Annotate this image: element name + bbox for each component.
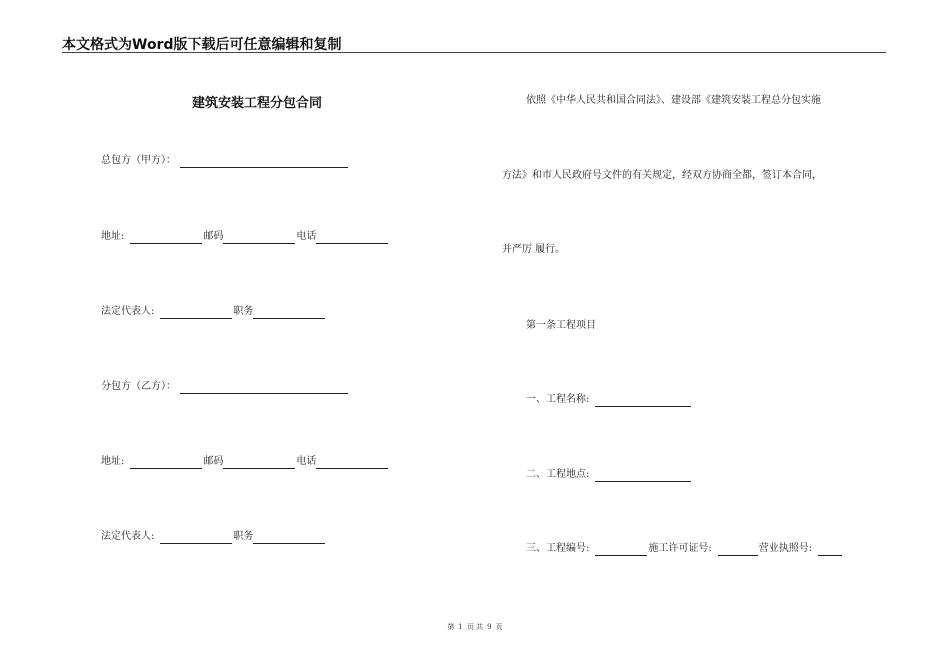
phone-blank-2: [316, 457, 388, 469]
legal-rep-field-1: [101, 305, 326, 319]
position-blank-2: [253, 532, 325, 544]
postcode-label-1: 邮码: [203, 231, 224, 242]
project-number-field: [526, 542, 843, 556]
construction-permit-label: 施工许可证号:: [648, 543, 712, 554]
position-label-2: 职务: [233, 531, 254, 542]
general-contractor-label: 总包方（甲方）：: [101, 155, 176, 166]
legal-rep-blank-1: [160, 307, 232, 319]
project-location-label: 二、工程地点:: [526, 469, 590, 480]
project-name-field: [526, 393, 692, 407]
project-number-blank: [595, 544, 647, 556]
page-footer: [0, 622, 950, 632]
legal-rep-field-2: [101, 530, 326, 544]
position-label-1: 职务: [233, 306, 254, 317]
phone-label-1: 电话: [296, 231, 317, 242]
page-current: 1: [458, 623, 463, 631]
page-suffix: 页: [495, 623, 503, 631]
page-prefix: 第: [447, 623, 455, 631]
project-location-blank: [595, 470, 691, 482]
business-license-blank: [818, 544, 842, 556]
general-contractor-blank: [180, 156, 348, 168]
phone-label-2: 电话: [296, 456, 317, 467]
address-label-2: 地址:: [101, 456, 125, 467]
position-blank-1: [253, 307, 325, 319]
postcode-label-2: 邮码: [203, 456, 224, 467]
header-title: 本文格式为Word版下载后可任意编辑和复制: [62, 37, 342, 53]
article-1-title: 第一条工程项目: [526, 320, 596, 331]
postcode-blank-2: [223, 457, 295, 469]
legal-rep-blank-2: [160, 532, 232, 544]
construction-permit-blank: [718, 544, 758, 556]
project-number-label: 三、工程编号:: [526, 543, 590, 554]
subcontractor-field: [101, 380, 349, 394]
header-rule: [62, 52, 886, 53]
intro-line-1: 依照《中华人民共和国合同法》、建设部《建筑安装工程总分包实施: [526, 95, 821, 106]
page-total: 9: [487, 623, 492, 631]
subcontractor-blank: [180, 382, 348, 394]
intro-line-2: 方法》和市人民政府号文件的有关规定，经双方协商全都，签订本合同，: [502, 170, 822, 181]
subcontractor-label: 分包方（乙方）：: [101, 381, 176, 392]
page-mid: 页 共: [466, 623, 484, 631]
project-location-field: [526, 468, 692, 482]
document-title: 建筑安装工程分包合同: [192, 96, 323, 111]
project-name-blank: [595, 395, 691, 407]
address-blank-1: [130, 232, 202, 244]
address-blank-2: [130, 457, 202, 469]
business-license-label: 营业执照号:: [758, 543, 813, 554]
address-field-2: [101, 455, 389, 469]
legal-rep-label-2: 法定代表人:: [101, 531, 155, 542]
general-contractor-field: [101, 154, 349, 168]
intro-line-3: 并严厉 履行。: [502, 244, 566, 255]
address-field-1: [101, 230, 389, 244]
project-name-label: 一、工程名称:: [526, 394, 590, 405]
phone-blank-1: [316, 232, 388, 244]
address-label-1: 地址:: [101, 231, 125, 242]
legal-rep-label-1: 法定代表人:: [101, 306, 155, 317]
postcode-blank-1: [223, 232, 295, 244]
